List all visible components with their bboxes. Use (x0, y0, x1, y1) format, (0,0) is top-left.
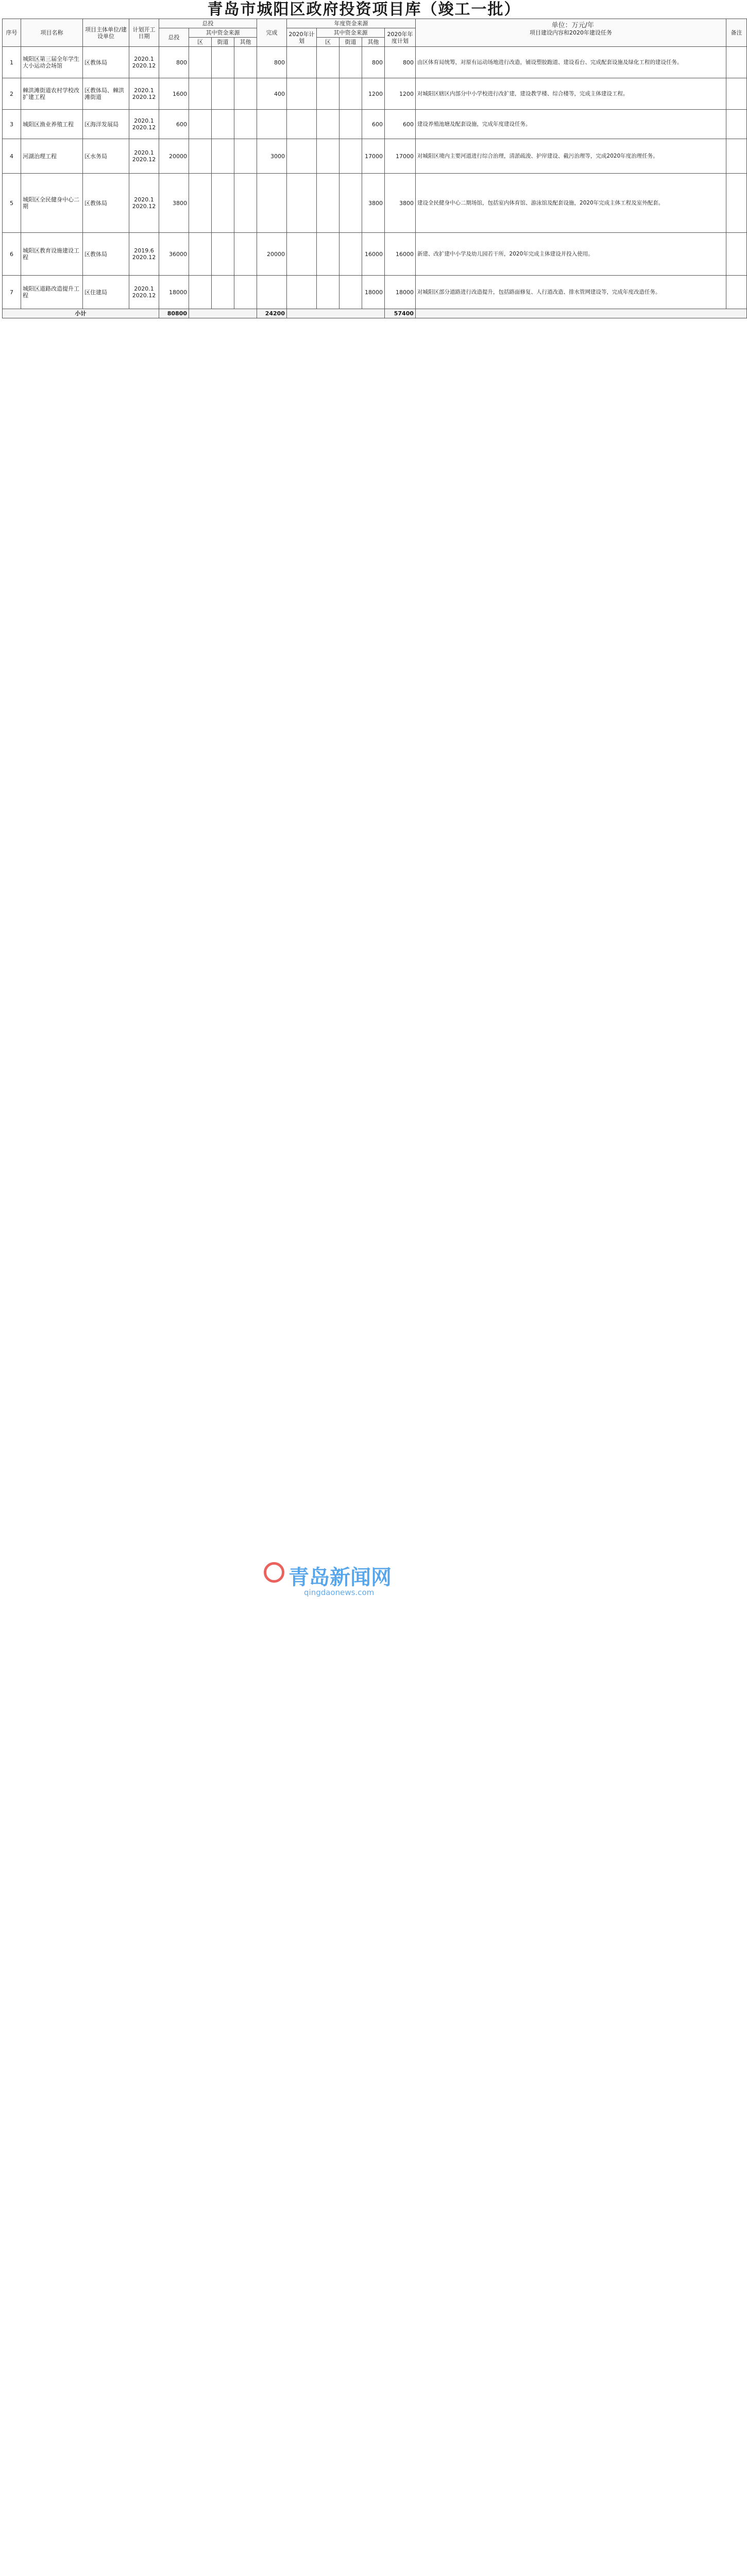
watermark-logo: 青岛新闻网 (288, 1566, 392, 1589)
header-note: 备注 (726, 19, 747, 47)
unit-label: 单位：万元/年 (551, 22, 594, 29)
header-funding-street: 街道 (339, 38, 362, 47)
row-year-total: 600 (385, 110, 416, 139)
row-total: 1600 (159, 78, 189, 110)
row-district (189, 233, 212, 276)
row-other (234, 233, 257, 276)
row-funding-street (339, 78, 362, 110)
header-year-total: 2020年年度计划 (385, 28, 416, 47)
row-district (189, 276, 212, 309)
row-year-plan (287, 233, 317, 276)
subtotal-completed: 24200 (257, 309, 287, 318)
header-plan-date: 计划开工日期 (129, 19, 159, 47)
row-completed (257, 174, 287, 233)
row-total: 36000 (159, 233, 189, 276)
row-owner: 区教体局 (83, 174, 129, 233)
subtotal-blank-2 (287, 309, 385, 318)
row-completed: 400 (257, 78, 287, 110)
row-note (726, 78, 747, 110)
row-total: 20000 (159, 139, 189, 174)
header-content: 项目建设内容和2020年建设任务 (416, 19, 726, 47)
row-completed (257, 276, 287, 309)
watermark-ring-icon (264, 1562, 284, 1583)
row-seq: 5 (3, 174, 21, 233)
subtotal-blank-3 (416, 309, 747, 318)
row-year-total: 17000 (385, 139, 416, 174)
row-plan-date: 2020.1 2020.12 (129, 110, 159, 139)
row-seq: 3 (3, 110, 21, 139)
row-owner: 区教体局、棘洪滩街道 (83, 78, 129, 110)
row-total: 18000 (159, 276, 189, 309)
row-funding-other: 18000 (362, 276, 385, 309)
row-content: 对城阳区辖区内部分中小学校进行改扩建，建设教学楼、综合楼等，完成主体建设工程。 (416, 78, 726, 110)
row-seq: 4 (3, 139, 21, 174)
row-funding-other: 800 (362, 47, 385, 78)
row-note (726, 276, 747, 309)
row-completed: 3000 (257, 139, 287, 174)
row-street (212, 47, 234, 78)
header-invest-sub: 其中资金来源 (189, 28, 257, 38)
row-content: 建设全民健身中心二期场馆，包括室内体育馆、游泳馆及配套设施，2020年完成主体工程及室外配套。 (416, 174, 726, 233)
row-district (189, 78, 212, 110)
row-owner: 区海洋发展局 (83, 110, 129, 139)
row-street (212, 110, 234, 139)
row-year-plan (287, 110, 317, 139)
row-seq: 6 (3, 233, 21, 276)
header-total-col: 总投 (159, 28, 189, 47)
header-funding: 其中资金来源 (317, 28, 385, 38)
row-district (189, 174, 212, 233)
row-owner: 区水务局 (83, 139, 129, 174)
row-year-plan (287, 47, 317, 78)
header-invest-total: 总投 (159, 19, 257, 28)
row-plan-date: 2019.6 2020.12 (129, 233, 159, 276)
row-funding-street (339, 233, 362, 276)
row-funding-district (317, 233, 339, 276)
row-funding-street (339, 276, 362, 309)
row-total: 800 (159, 47, 189, 78)
header-project: 项目名称 (21, 19, 83, 47)
row-project-name: 城阳区第三届全年学生大小运动会场馆 (21, 47, 83, 78)
row-content: 对城阳区部分道路进行改造提升，包括路面修复、人行道改造、排水管网建设等，完成年度改造任务。 (416, 276, 726, 309)
subtotal-total: 80800 (159, 309, 189, 318)
row-owner: 区教体局 (83, 233, 129, 276)
subtotal-blank (189, 309, 257, 318)
row-project-name: 城阳区道路改造提升工程 (21, 276, 83, 309)
row-funding-district (317, 139, 339, 174)
row-district (189, 47, 212, 78)
row-plan-date: 2020.1 2020.12 (129, 139, 159, 174)
news-watermark (288, 1561, 443, 1607)
row-content: 由区体育局统筹，对原有运动场地进行改造，铺设塑胶跑道、建设看台、完成配套设施及绿化工程的建设任务。 (416, 47, 726, 78)
header-completed: 完成 (257, 19, 287, 47)
row-project-name: 河湖治理工程 (21, 139, 83, 174)
row-total: 3800 (159, 174, 189, 233)
row-funding-other: 17000 (362, 139, 385, 174)
row-funding-street (339, 47, 362, 78)
row-street (212, 78, 234, 110)
table-row (3, 139, 747, 174)
row-street (212, 139, 234, 174)
row-year-total: 800 (385, 47, 416, 78)
row-year-total: 3800 (385, 174, 416, 233)
table-row (3, 233, 747, 276)
header-seq: 序号 (3, 19, 21, 47)
row-content: 对城阳区境内主要河道进行综合治理，清淤疏浚、护岸建设、截污治理等，完成2020年度治理任务。 (416, 139, 726, 174)
row-street (212, 174, 234, 233)
project-table (2, 19, 747, 318)
row-plan-date: 2020.1 2020.12 (129, 174, 159, 233)
row-project-name: 棘洪滩街道农村学校改扩建工程 (21, 78, 83, 110)
header-year-plan: 2020年计划 (287, 28, 317, 47)
row-street (212, 233, 234, 276)
row-plan-date: 2020.1 2020.12 (129, 78, 159, 110)
row-funding-other: 1200 (362, 78, 385, 110)
row-year-total: 1200 (385, 78, 416, 110)
row-content: 建设养殖池塘及配套设施，完成年度建设任务。 (416, 110, 726, 139)
row-funding-other: 600 (362, 110, 385, 139)
row-year-plan (287, 276, 317, 309)
row-total: 600 (159, 110, 189, 139)
row-funding-street (339, 139, 362, 174)
header-owner: 项目主体单位/建设单位 (83, 19, 129, 47)
header-row-1 (3, 19, 747, 28)
row-funding-district (317, 78, 339, 110)
row-district (189, 139, 212, 174)
row-completed (257, 110, 287, 139)
row-note (726, 174, 747, 233)
row-project-name: 城阳区渔业养殖工程 (21, 110, 83, 139)
header-funding-other: 其他 (362, 38, 385, 47)
row-funding-other: 16000 (362, 233, 385, 276)
row-note (726, 47, 747, 78)
row-content: 新建、改扩建中小学及幼儿园若干所，2020年完成主体建设并投入使用。 (416, 233, 726, 276)
header-district: 区 (189, 38, 212, 47)
row-note (726, 233, 747, 276)
row-funding-street (339, 174, 362, 233)
table-row (3, 174, 747, 233)
subtotal-row (3, 309, 747, 318)
header-street: 街道 (212, 38, 234, 47)
row-plan-date: 2020.1 2020.12 (129, 276, 159, 309)
row-other (234, 276, 257, 309)
row-street (212, 276, 234, 309)
row-funding-other: 3800 (362, 174, 385, 233)
row-funding-district (317, 276, 339, 309)
row-funding-district (317, 47, 339, 78)
row-note (726, 110, 747, 139)
header-funding-district: 区 (317, 38, 339, 47)
row-seq: 7 (3, 276, 21, 309)
row-funding-district (317, 174, 339, 233)
table-body (3, 47, 747, 318)
row-completed: 20000 (257, 233, 287, 276)
document-title: 青岛市城阳区政府投资项目库（竣工一批） (207, 1, 521, 19)
row-other (234, 174, 257, 233)
header-other: 其他 (234, 38, 257, 47)
row-funding-street (339, 110, 362, 139)
row-completed: 800 (257, 47, 287, 78)
row-other (234, 78, 257, 110)
row-other (234, 110, 257, 139)
subtotal-label: 小计 (3, 309, 159, 318)
row-note (726, 139, 747, 174)
watermark-url: qingdaonews.com (304, 1588, 375, 1597)
row-year-plan (287, 174, 317, 233)
row-district (189, 110, 212, 139)
table-row (3, 78, 747, 110)
row-project-name: 城阳区教育设施建设工程 (21, 233, 83, 276)
row-seq: 1 (3, 47, 21, 78)
row-seq: 2 (3, 78, 21, 110)
row-other (234, 139, 257, 174)
row-owner: 区教体局 (83, 47, 129, 78)
subtotal-year-total: 57400 (385, 309, 416, 318)
table-row (3, 110, 747, 139)
row-project-name: 城阳区全民健身中心二期 (21, 174, 83, 233)
row-year-plan (287, 78, 317, 110)
table-row (3, 276, 747, 309)
row-year-total: 16000 (385, 233, 416, 276)
header-this-year: 年度资金来源 (287, 19, 416, 28)
row-plan-date: 2020.1 2020.12 (129, 47, 159, 78)
row-funding-district (317, 110, 339, 139)
row-owner: 区住建局 (83, 276, 129, 309)
table-row (3, 47, 747, 78)
row-year-total: 18000 (385, 276, 416, 309)
row-other (234, 47, 257, 78)
row-year-plan (287, 139, 317, 174)
